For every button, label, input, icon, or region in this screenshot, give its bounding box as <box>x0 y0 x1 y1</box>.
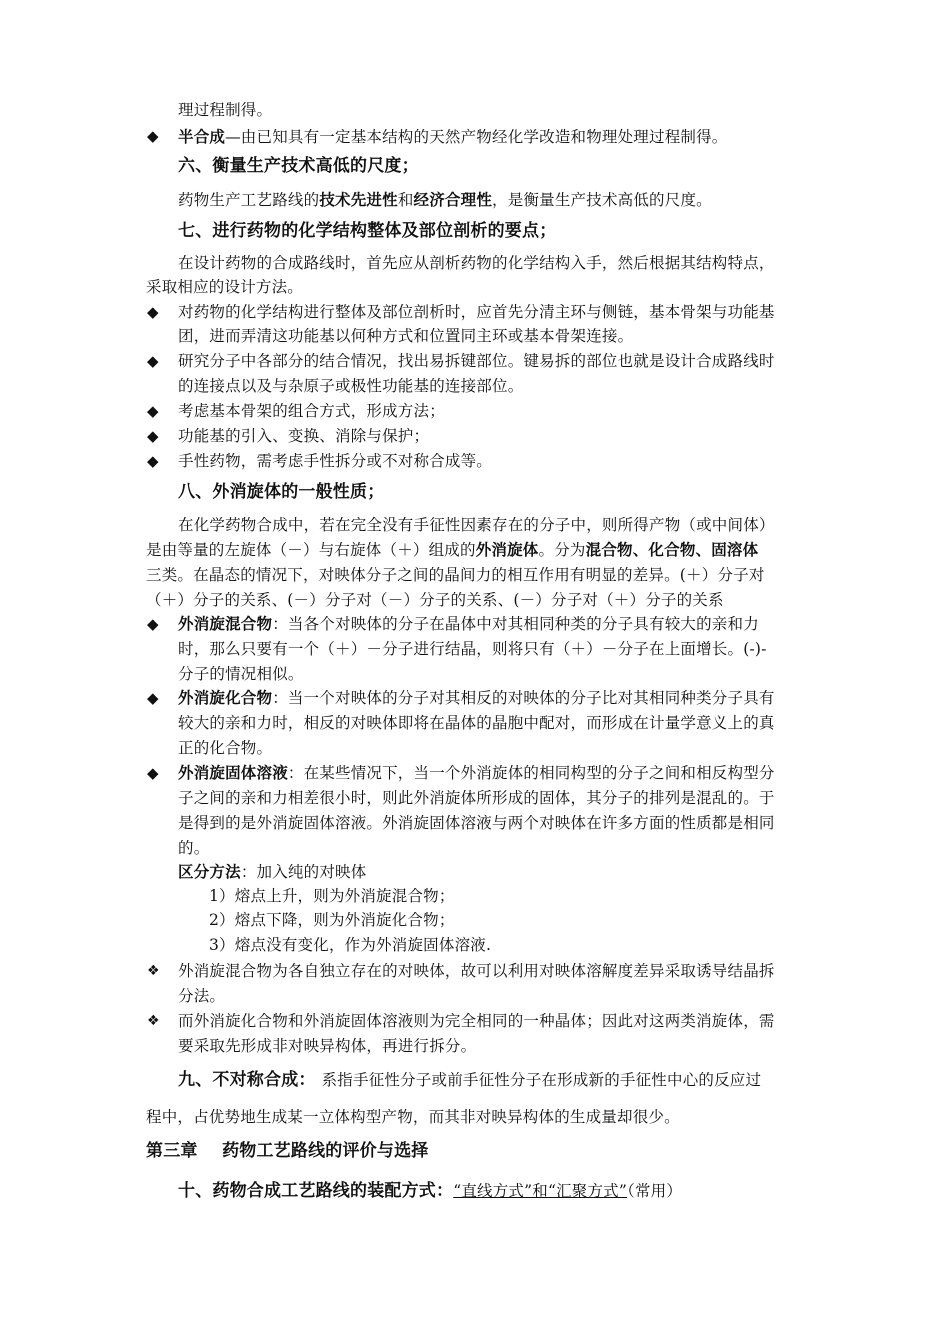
paragraph-line: （＋）分子的关系、(－）分子对（－）分子的关系、(－）分子对（＋）分子的关系 <box>146 591 724 609</box>
diamond-bullet-icon: ◆ <box>147 764 159 782</box>
distinguish-method <box>178 862 366 882</box>
text-span: 系指手征性分子或前手征性分子在形成新的手征性中心的反应过 <box>321 1071 762 1089</box>
term-semi-synthesis: 半合成 <box>178 128 226 146</box>
bullet-line <box>178 763 775 783</box>
bullet-line: 分子的情况相似。 <box>178 665 304 683</box>
diamond-bullet-icon: ◆ <box>147 689 159 707</box>
paragraph-line <box>146 540 758 560</box>
text-span: ：在某些情况下，当一个外消旋体的相同构型的分子之间和相反构型分 <box>287 764 775 782</box>
bullet-line <box>178 614 759 634</box>
diamond-bullet-icon: ◆ <box>147 615 159 633</box>
paragraph-line: 在设计药物的合成路线时，首先应从剖析药物的化学结构入手，然后根据其结构特点， <box>178 254 775 272</box>
bullet-line: 分法。 <box>178 987 226 1005</box>
bullet-line: 研究分子中各部分的结合情况，找出易拆键部位。键易拆的部位也就是设计合成路线时 <box>178 352 775 370</box>
paragraph-line <box>178 190 712 210</box>
term-distinguish-method: 区分方法 <box>178 863 241 881</box>
bullet-line <box>178 688 775 708</box>
term-racemic-solid-solution: 外消旋固体溶液 <box>178 764 288 782</box>
section-heading-7: 七、进行药物的化学结构整体及部位剖析的要点； <box>178 221 557 241</box>
text-span: 是由等量的左旋体（－）与右旋体（＋）组成的 <box>146 541 476 559</box>
diamond-bullet-icon: ◆ <box>147 352 159 370</box>
ornament-bullet-icon: ❖ <box>147 1013 160 1029</box>
text-span: 和 <box>397 191 414 209</box>
term-racemic-compound: 外消旋化合物 <box>178 689 273 707</box>
bullet-line: 的连接点以及与杂原子或极性功能基的连接部位。 <box>178 377 524 395</box>
bullet-line: 较大的亲和力时，相反的对映体即将在晶体的晶胞中配对，而形成在计量学意义上的真 <box>178 714 775 732</box>
text-span: 药物生产工艺路线的 <box>178 191 320 209</box>
bullet-line: 对药物的化学结构进行整体及部位剖析时，应首先分清主环与侧链，基本骨架与功能基 <box>178 303 775 321</box>
bullet-line: 要采取先形成非对映异构体，再进行拆分。 <box>178 1037 477 1055</box>
section-heading-10: 十、药物合成工艺路线的装配方式： <box>178 1181 454 1201</box>
bullet-line: 团，进而弄清这功能基以何种方式和位置同主环或基本骨架连接。 <box>178 327 634 345</box>
bullet-line: 是得到的是外消旋固体溶液。外消旋固体溶液与两个对映体在许多方面的性质都是相同 <box>178 814 775 832</box>
bullet-line: 子之间的亲和力相差很小时，则此外消旋体所形成的固体，其分子的排列是混乱的。于 <box>178 789 775 807</box>
text-span: ，是衡量生产技术高低的尺度。 <box>492 191 712 209</box>
term-racemic-mixture: 外消旋混合物 <box>178 615 273 633</box>
bullet-line: 的。 <box>178 839 210 857</box>
numbered-item: 1）熔点上升，则为外消旋混合物； <box>209 887 455 905</box>
text-span: 。分为 <box>538 541 586 559</box>
paragraph-line: 在化学药物合成中，若在完全没有手征性因素存在的分子中，则所得产物（或中间体） <box>178 516 775 534</box>
section-heading-9: 九、不对称合成： <box>178 1070 316 1090</box>
term-racemate-types: 混合物、化合物、固溶体 <box>585 541 759 559</box>
text-span: ：加入纯的对映体 <box>240 863 367 881</box>
diamond-bullet-icon: ◆ <box>147 427 159 445</box>
paragraph-line: 采取相应的设计方法。 <box>146 278 304 296</box>
bullet-line: 正的化合物。 <box>178 739 273 757</box>
numbered-item: 3）熔点没有变化，作为外消旋固体溶液. <box>209 936 492 954</box>
bullet-line: 功能基的引入、变换、消除与保护； <box>178 427 430 445</box>
section-10-line <box>178 1181 682 1201</box>
diamond-bullet-icon: ◆ <box>147 402 159 420</box>
section-heading-8: 八、外消旋体的一般性质； <box>178 482 385 502</box>
bullet-line: 而外消旋化合物和外消旋固体溶液则为完全相同的一种晶体；因此对这两类消旋体，需 <box>178 1012 775 1030</box>
term-economic-rational: 经济合理性 <box>413 191 493 209</box>
ornament-bullet-icon: ❖ <box>147 963 160 979</box>
bullet-line: 时，那么只要有一个（＋）－分子进行结晶，则将只有（＋）－分子在上面增长。(-)- <box>178 640 767 658</box>
diamond-bullet-icon: ◆ <box>147 127 159 145</box>
bullet-item-semi-synthesis <box>178 127 728 147</box>
bullet-line: 手性药物，需考虑手性拆分或不对称合成等。 <box>178 452 493 470</box>
bullet-line: 外消旋混合物为各自独立存在的对映体，故可以利用对映体溶解度差异采取诱导结晶拆 <box>178 962 775 980</box>
bullet-line: 考虑基本骨架的组合方式，形成方法； <box>178 402 445 420</box>
diamond-bullet-icon: ◆ <box>147 452 159 470</box>
paragraph-line: 程中，占优势地生成某一立体构型产物，而其非对映异构体的生成量却很少。 <box>146 1108 680 1126</box>
term-racemate: 外消旋体 <box>475 541 539 559</box>
text-span: （常用） <box>627 1182 683 1200</box>
text-span: ：当一个对映体的分子对其相反的对映体的分子比对其相同种类分子具有 <box>272 689 775 707</box>
section-heading-6: 六、衡量生产技术高低的尺度； <box>178 156 419 176</box>
definition-text: —由已知具有一定基本结构的天然产物经化学改造和物理处理过程制得。 <box>225 128 728 146</box>
assembly-methods: “直线方式”和“汇聚方式” <box>453 1182 628 1200</box>
chapter-title: 第三章 药物工艺路线的评价与选择 <box>146 1141 429 1161</box>
paragraph-line: 三类。在晶态的情况下，对映体分子之间的晶间力的相互作用有明显的差异。(＋）分子对 <box>146 566 765 584</box>
term-tech-advanced: 技术先进性 <box>319 191 398 209</box>
diamond-bullet-icon: ◆ <box>147 303 159 321</box>
text-span: ：当各个对映体的分子在晶体中对其相同种类的分子具有较大的亲和力 <box>272 615 759 633</box>
numbered-item: 2）熔点下降，则为外消旋化合物； <box>209 911 455 929</box>
text-line: 理过程制得。 <box>178 101 273 119</box>
section-9-line <box>178 1070 761 1090</box>
